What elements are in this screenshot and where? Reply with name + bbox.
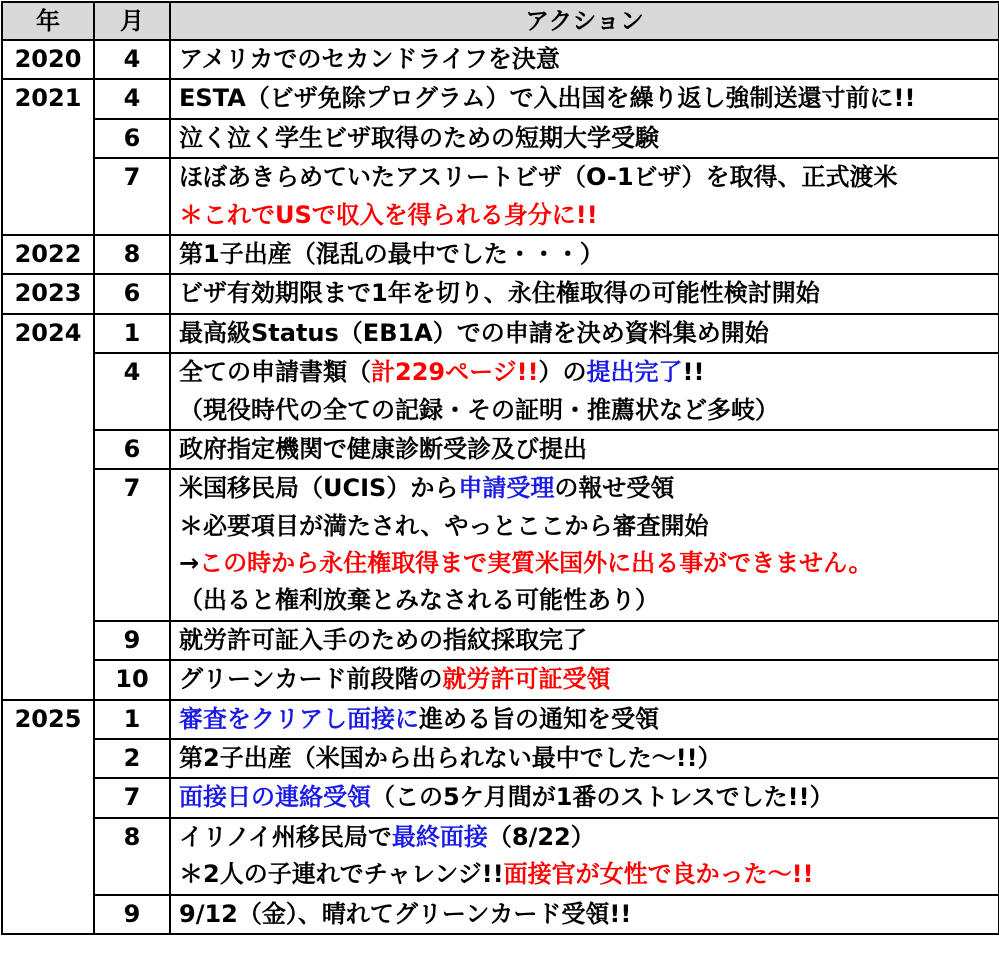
action-line (179, 545, 998, 582)
action-text: !! (682, 358, 705, 387)
action-text: 第1子出産（混乱の最中でした・・・） (179, 239, 604, 268)
action-header: アクション (170, 2, 999, 40)
action-line (179, 701, 998, 738)
action-line (179, 197, 998, 234)
action-cell (170, 235, 999, 274)
action-text: → (179, 549, 200, 578)
action-cell (170, 314, 999, 353)
table-row (2, 40, 999, 79)
action-text: ）の (538, 358, 587, 387)
month-cell: 6 (94, 430, 170, 469)
action-text: 全ての申請書類（ (179, 358, 371, 387)
highlight-blue-text: 申請受理 (458, 474, 555, 503)
highlight-red-text: ＊これでUSで収入を得られる身分に!! (179, 200, 598, 229)
action-text: 9/12（金）、晴れてグリーンカード受領!! (179, 899, 632, 928)
table-row (2, 778, 999, 817)
year-cell: 2021 (2, 79, 94, 235)
timeline-table (1, 1, 999, 935)
action-text: 就労許可証入手のための指紋採取完了 (179, 625, 587, 654)
month-cell: 7 (94, 158, 170, 235)
table-row (2, 158, 999, 235)
table-row (2, 314, 999, 353)
action-text: ＊必要項目が満たされ、やっとここから審査開始 (179, 511, 709, 540)
action-text: イリノイ州移民局で (179, 822, 392, 851)
action-line (179, 120, 998, 157)
highlight-blue-text: 提出完了 (586, 358, 683, 387)
month-header: 月 (94, 2, 170, 40)
month-cell: 10 (94, 660, 170, 699)
month-cell: 8 (94, 235, 170, 274)
action-cell (170, 274, 999, 313)
year-cell: 2020 (2, 40, 94, 79)
month-cell: 2 (94, 739, 170, 778)
action-line (179, 661, 998, 698)
action-text: （現役時代の全ての記録・その証明・推薦状など多岐） (179, 395, 779, 424)
action-cell (170, 353, 999, 430)
action-line (179, 582, 998, 619)
timeline-body (2, 40, 999, 934)
action-line (179, 315, 998, 352)
action-line (179, 80, 998, 117)
table-row (2, 818, 999, 895)
table-row (2, 235, 999, 274)
action-text: の報せ受領 (554, 474, 675, 503)
action-text: （この5ケ月間が1番のストレスでした!!） (371, 783, 834, 812)
action-cell (170, 158, 999, 235)
action-text: （出ると権利放棄とみなされる可能性あり） (179, 586, 659, 615)
year-header: 年 (2, 2, 94, 40)
action-line (179, 236, 998, 273)
table-row (2, 895, 999, 934)
action-text: ESTA（ビザ免除プログラム）で入出国を繰り返し強制送還寸前に!! (179, 84, 916, 113)
action-line (179, 856, 998, 893)
year-cell: 2023 (2, 274, 94, 313)
highlight-blue-text: 最終面接 (391, 822, 488, 851)
action-text: 第2子出産（米国から出られない最中でした～!!） (179, 744, 722, 773)
action-cell (170, 739, 999, 778)
action-cell (170, 700, 999, 739)
header-row (2, 2, 999, 40)
year-cell: 2022 (2, 235, 94, 274)
month-cell: 7 (94, 469, 170, 621)
table-row (2, 739, 999, 778)
action-text: ほぼあきらめていたアスリートビザ（O-1ビザ）を取得、正式渡米 (179, 163, 898, 192)
table-row (2, 119, 999, 158)
month-cell: 4 (94, 40, 170, 79)
action-line (179, 779, 998, 816)
action-cell (170, 660, 999, 699)
month-cell: 1 (94, 314, 170, 353)
month-cell: 6 (94, 119, 170, 158)
year-cell: 2024 (2, 314, 94, 700)
action-cell (170, 430, 999, 469)
action-text: 進める旨の通知を受領 (419, 704, 659, 733)
action-line (179, 275, 998, 312)
action-cell (170, 778, 999, 817)
action-cell (170, 621, 999, 660)
action-line (179, 159, 998, 196)
action-cell (170, 119, 999, 158)
action-line (179, 508, 998, 545)
action-line (179, 622, 998, 659)
action-line (179, 392, 998, 429)
highlight-blue-text: 審査をクリアし面接に (179, 704, 419, 733)
action-text: ビザ有効期限まで1年を切り、永住権取得の可能性検討開始 (179, 279, 820, 308)
action-line (179, 470, 998, 507)
month-cell: 6 (94, 274, 170, 313)
action-text: ＊2人の子連れでチャレンジ!! (179, 860, 504, 889)
table-row (2, 353, 999, 430)
action-text: 泣く泣く学生ビザ取得のための短期大学受験 (179, 123, 659, 152)
table-row (2, 700, 999, 739)
action-text: 米国移民局（UCIS）から (179, 474, 459, 503)
month-cell: 4 (94, 353, 170, 430)
month-cell: 1 (94, 700, 170, 739)
action-cell (170, 818, 999, 895)
action-cell (170, 40, 999, 79)
month-cell: 8 (94, 818, 170, 895)
month-cell: 7 (94, 778, 170, 817)
highlight-red-text: 計229ページ!! (371, 358, 539, 387)
action-text: 最高級Status（EB1A）での申請を決め資料集め開始 (179, 318, 769, 347)
action-text: 政府指定機関で健康診断受診及び提出 (179, 434, 587, 463)
table-row (2, 274, 999, 313)
action-text: （8/22） (487, 822, 595, 851)
month-cell: 4 (94, 79, 170, 118)
action-line (179, 740, 998, 777)
action-line (179, 354, 998, 391)
table-row (2, 469, 999, 621)
action-text: グリーンカード前段階の (179, 665, 443, 694)
table-row (2, 430, 999, 469)
year-cell: 2025 (2, 700, 94, 934)
highlight-red-text: 面接官が女性で良かった～!! (503, 860, 814, 889)
action-line (179, 896, 998, 933)
highlight-blue-text: 面接日の連絡受領 (179, 783, 371, 812)
table-row (2, 621, 999, 660)
month-cell: 9 (94, 895, 170, 934)
action-line (179, 41, 998, 78)
highlight-red-text: この時から永住権取得まで実質米国外に出る事ができません。 (199, 549, 873, 578)
action-cell (170, 469, 999, 621)
action-cell (170, 895, 999, 934)
action-line (179, 431, 998, 468)
month-cell: 9 (94, 621, 170, 660)
action-cell (170, 79, 999, 118)
highlight-red-text: 就労許可証受領 (442, 665, 611, 694)
table-row (2, 660, 999, 699)
table-row (2, 79, 999, 118)
action-text: アメリカでのセカンドライフを決意 (179, 45, 560, 73)
action-line (179, 819, 998, 856)
